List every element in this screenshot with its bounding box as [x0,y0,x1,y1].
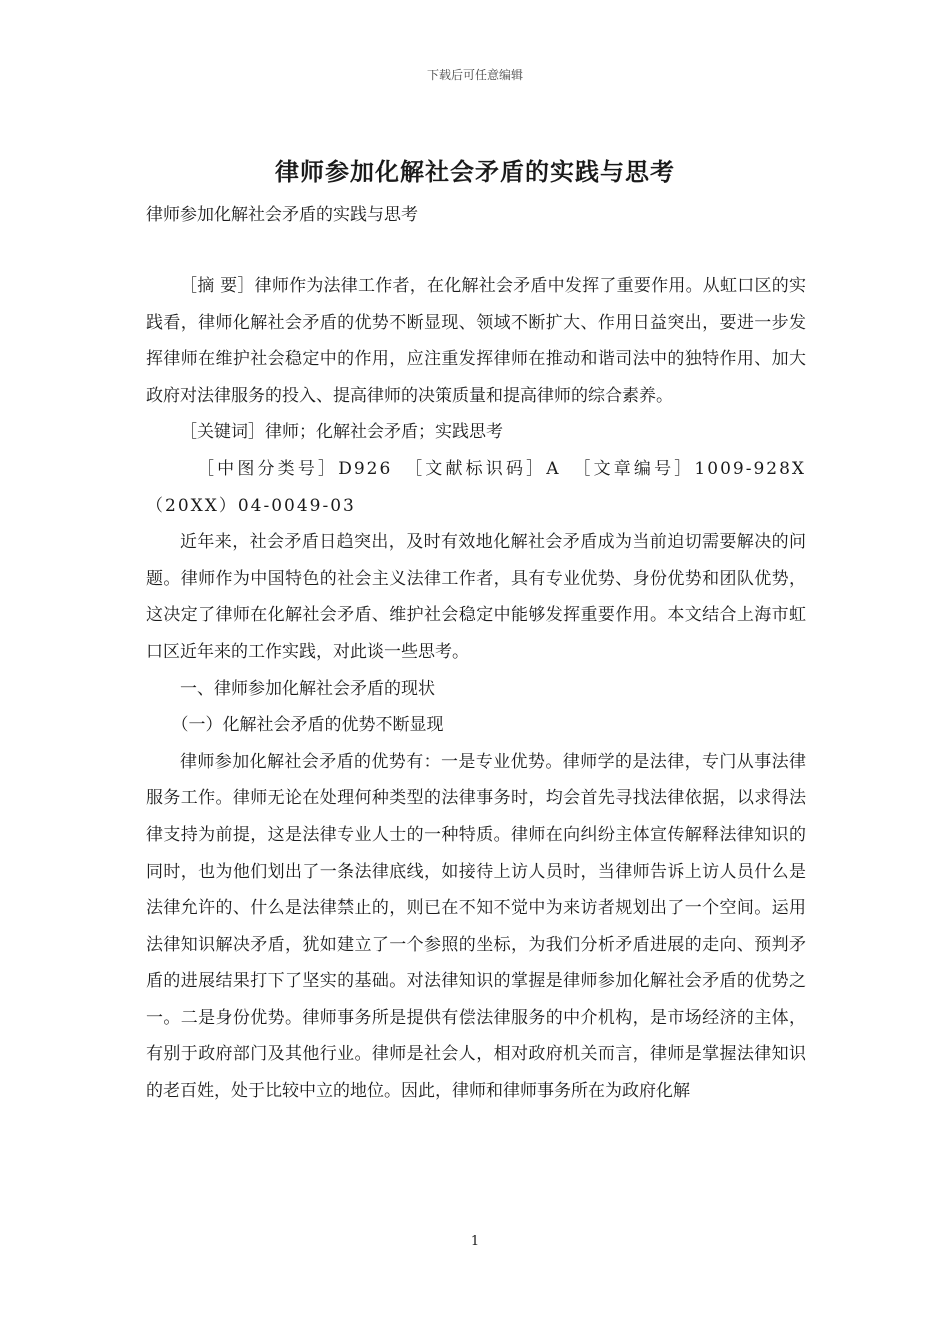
page-header-note: 下载后可任意编辑 [426,68,523,82]
document-body [146,268,806,1110]
page-number: 1 [470,1234,480,1249]
document-title: 律师参加化解社会矛盾的实践与思考 [275,157,675,186]
classification-paragraph: ［中图分类号］D926 ［文献标识码］A ［文章编号］1009-928X（20XX）04-0049-03 [146,458,806,516]
document-subtitle: 律师参加化解社会矛盾的实践与思考 [146,205,418,225]
intro-paragraph: 近年来，社会矛盾日趋突出，及时有效地化解社会矛盾成为当前迫切需要解决的问题。律师作为中国特色的社会主义法律工作者，具有专业优势、身份优势和团队优势，这决定了律师在化解社会矛盾、维护社会稳定中能够发挥重要作用。本文结合上海市虹口区近年来的工作实践，对此谈一些思考。 [146,532,806,662]
section-heading: 一、律师参加化解社会矛盾的现状 [180,678,435,699]
body-paragraph: 律师参加化解社会矛盾的优势有：一是专业优势。律师学的是法律，专门从事法律服务工作。律师无论在处理何种类型的法律事务时，均会首先寻找法律依据，以求得法律支持为前提，这是法律专业人士的一种特质。律师在向纠纷主体宣传解释法律知识的同时，也为他们划出了一条法律底线，如接待上访人员时，当律师告诉上访人员什么是法律允许的、什么是法律禁止的，则已在不知不觉中为来访者规划出了一个空间。运用法律知识解决矛盾，犹如建立了一个参照的坐标，为我们分析矛盾进展的走向、预判矛盾的进展结果打下了坚实的基础。对法律知识的掌握是律师参加化解社会矛盾的优势之一。二是身份优势。律师事务所是提供有偿法律服务的中介机构，是市场经济的主体，有别于政府部门及其他行业。律师是社会人，相对政府机关而言，律师是掌握法律知识的老百姓，处于比较中立的地位。因此，律师和律师事务所在为政府化解 [146,751,806,1102]
keywords-paragraph: ［关键词］律师；化解社会矛盾；实践思考 [180,422,503,443]
subsection-heading: （一）化解社会矛盾的优势不断显现 [171,715,444,736]
abstract-paragraph: ［摘 要］律师作为法律工作者，在化解社会矛盾中发挥了重要作用。从虹口区的实践看，律师化解社会矛盾的优势不断显现、领域不断扩大、作用日益突出，要进一步发挥律师在维护社会稳定中的作用，应注重发挥律师在推动和谐司法中的独特作用、加大政府对法律服务的投入、提高律师的决策质量和提高律师的综合素养。 [146,276,806,406]
